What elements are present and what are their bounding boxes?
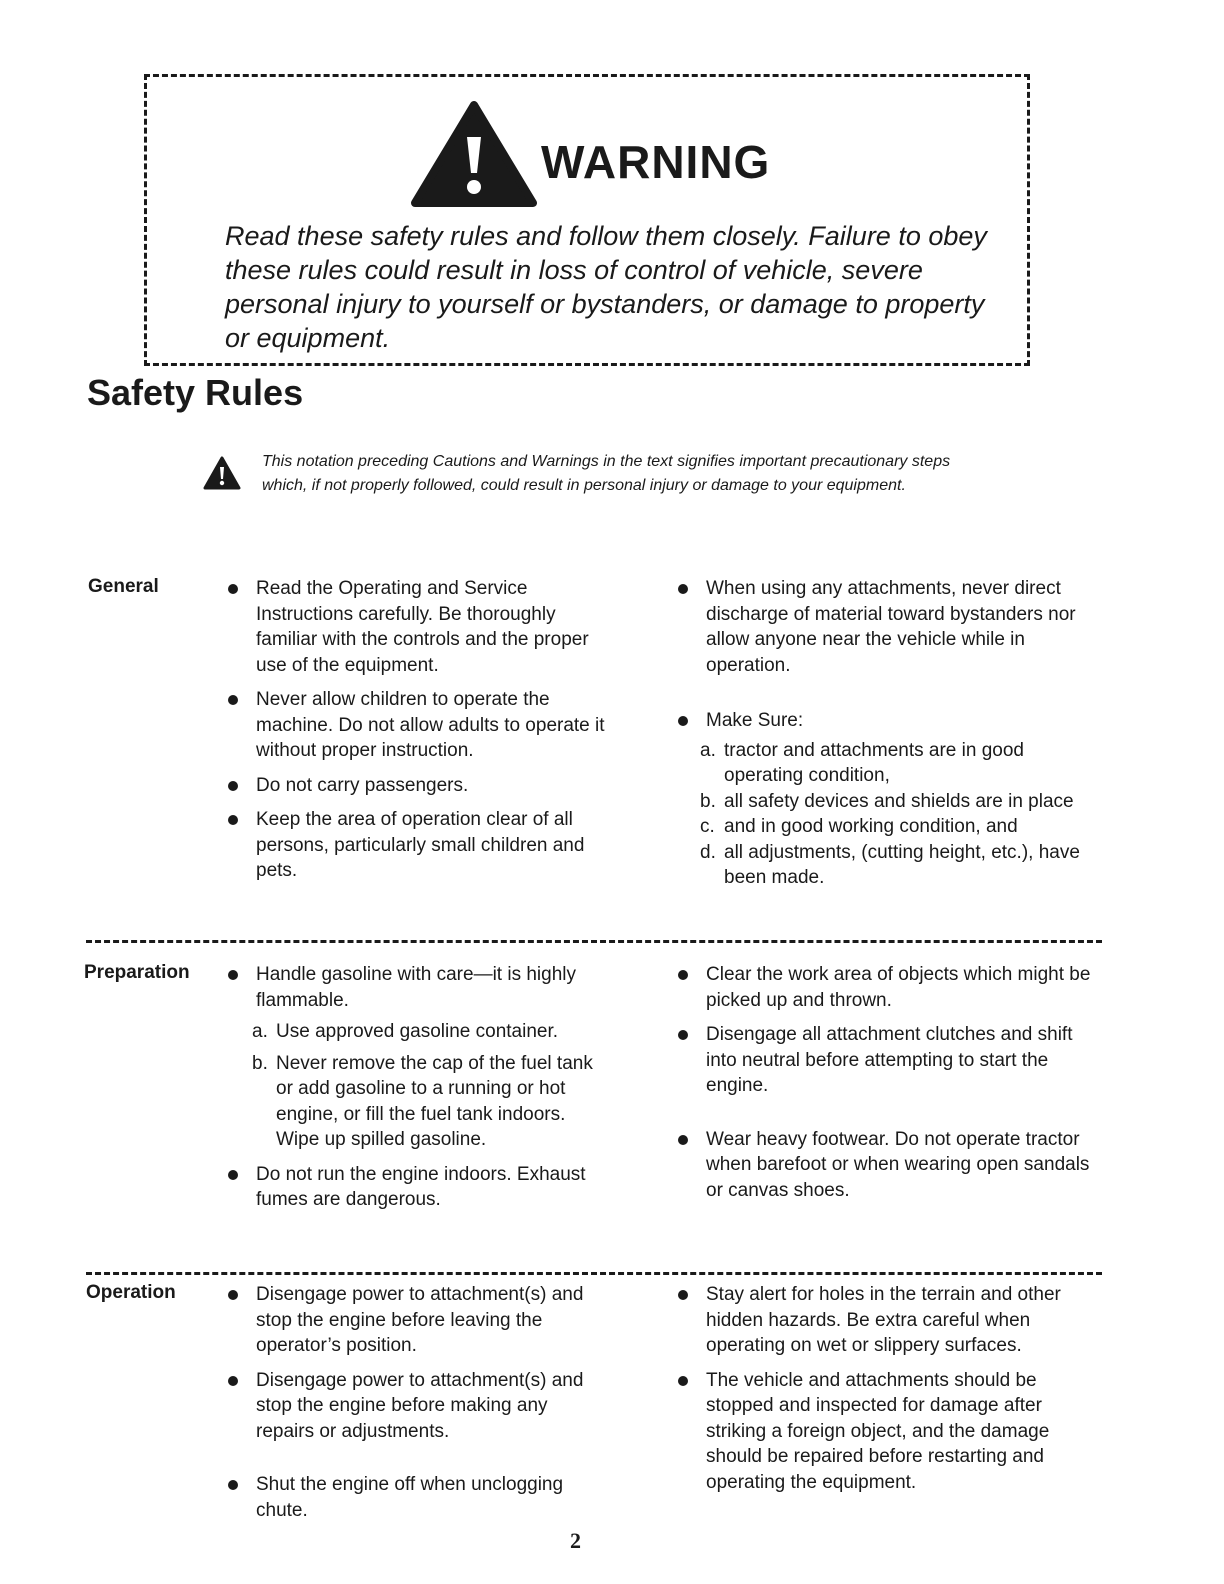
- warning-header: [409, 99, 809, 209]
- list-item: Disengage all attachment clutches and shift into neutral before attempting to start the engine.: [678, 1022, 1098, 1099]
- bullet-icon: [228, 1290, 238, 1300]
- list-item: Handle gasoline with care—it is highly flammable.: [228, 962, 608, 1013]
- list-item: Never allow children to operate the machine. Do not allow adults to operate it without proper instruction.: [228, 687, 608, 764]
- bullet-icon: [678, 584, 688, 594]
- sub-item: c. and in good working condition, and: [700, 816, 1018, 837]
- gasoline-list: [230, 1019, 608, 1153]
- operation-right-column: [678, 1282, 1098, 1504]
- list-item: When using any attachments, never direct discharge of material toward bystanders nor allow anyone near the vehicle while in operation.: [678, 576, 1098, 678]
- bullet-icon: [228, 695, 238, 705]
- sub-item: a. Use approved gasoline container.: [252, 1021, 559, 1042]
- warning-text: Read these safety rules and follow them closely. Failure to obey these rules could result in loss of control of vehicle, severe personal injury to yourself or bystanders, or damage to property or equipment.: [225, 221, 987, 353]
- warning-title: WARNING: [541, 136, 771, 188]
- caution-triangle-icon: [202, 454, 242, 494]
- warning-box: [144, 74, 1030, 366]
- list-item: Clear the work area of objects which might be picked up and thrown.: [678, 962, 1098, 1013]
- list-item: Disengage power to attachment(s) and stop the engine before making any repairs or adjustments.: [228, 1368, 608, 1445]
- sub-item: b. Never remove the cap of the fuel tank or add gasoline to a running or hot engine, or fill the fuel tank indoors. Wipe up spilled gasoline.: [252, 1052, 593, 1150]
- section-label-operation: Operation: [86, 1282, 176, 1303]
- general-right-column: [678, 576, 1098, 900]
- section-label-preparation: Preparation: [84, 962, 190, 983]
- section-label-general: General: [88, 576, 159, 597]
- bullet-icon: [678, 1376, 688, 1386]
- bullet-icon: [228, 970, 238, 980]
- general-left-column: [228, 576, 608, 893]
- list-item: Do not carry passengers.: [228, 773, 608, 799]
- preparation-left-column: [228, 962, 608, 1222]
- bullet-icon: [228, 1376, 238, 1386]
- bullet-icon: [228, 815, 238, 825]
- bullet-icon: [228, 1170, 238, 1180]
- section-divider: [86, 940, 1102, 943]
- page-title: Safety Rules: [87, 372, 304, 413]
- list-item: Wear heavy footwear. Do not operate tractor when barefoot or when wearing open sandals or canvas shoes.: [678, 1127, 1098, 1204]
- bullet-icon: [678, 716, 688, 726]
- page-number: 2: [570, 1528, 581, 1553]
- warning-triangle-icon: [409, 99, 539, 209]
- list-item: Do not run the engine indoors. Exhaust fumes are dangerous.: [228, 1162, 608, 1213]
- sub-item: a. tractor and attachments are in good operating condition,: [700, 739, 1024, 786]
- list-item: Make Sure:: [678, 708, 1098, 734]
- bullet-icon: [678, 1135, 688, 1145]
- list-item: Keep the area of operation clear of all persons, particularly small children and pets.: [228, 807, 608, 884]
- list-item: Stay alert for holes in the terrain and other hidden hazards. Be extra careful when operating on wet or slippery surfaces.: [678, 1282, 1098, 1359]
- bullet-icon: [678, 970, 688, 980]
- sub-item: d. all adjustments, (cutting height, etc.), have been made.: [700, 841, 1080, 888]
- make-sure-list: [678, 738, 1098, 891]
- bullet-icon: [678, 1030, 688, 1040]
- sub-item: b. all safety devices and shields are in place: [700, 790, 1074, 812]
- list-item: The vehicle and attachments should be stopped and inspected for damage after striking a foreign object, and the damage should be repaired before restarting and operating the equipment.: [678, 1368, 1098, 1496]
- list-item: Disengage power to attachment(s) and stop the engine before leaving the operator’s position.: [228, 1282, 608, 1359]
- bullet-icon: [228, 1480, 238, 1490]
- bullet-icon: [678, 1290, 688, 1300]
- list-item: Read the Operating and Service Instructions carefully. Be thoroughly familiar with the controls and the proper use of the equipment.: [228, 576, 608, 678]
- bullet-icon: [228, 781, 238, 791]
- bullet-icon: [228, 584, 238, 594]
- notation-text: This notation preceding Cautions and Warnings in the text signifies important precautionary steps which, if not properly followed, could result in personal injury or damage to your equipment.: [262, 453, 951, 494]
- list-item: Shut the engine off when unclogging chute.: [228, 1472, 608, 1523]
- operation-left-column: [228, 1282, 608, 1532]
- preparation-right-column: [678, 962, 1098, 1212]
- section-divider: [86, 1272, 1102, 1275]
